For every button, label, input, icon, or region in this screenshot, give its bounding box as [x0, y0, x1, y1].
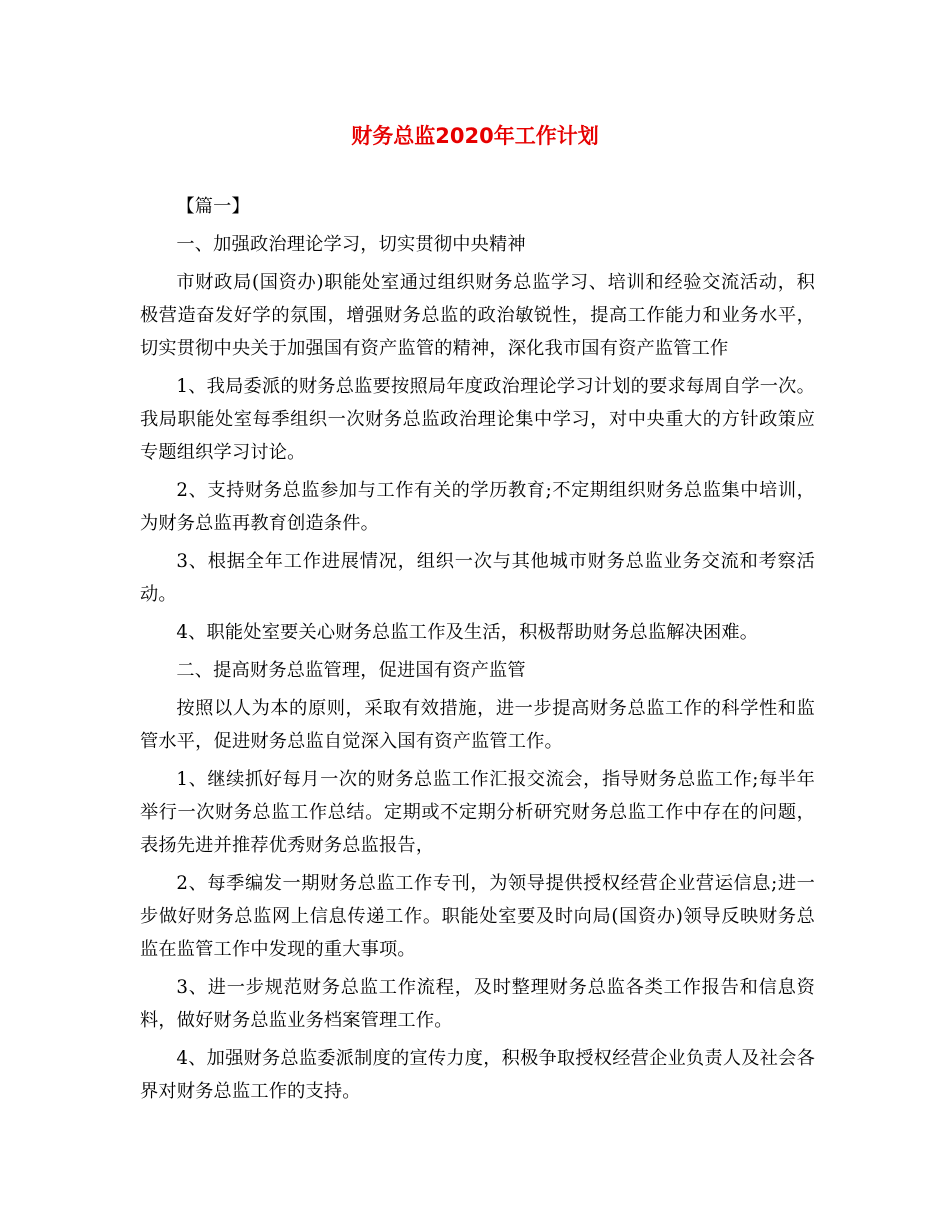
- list-item: 4、职能处室要关心财务总监工作及生活，积极帮助财务总监解决困难。: [176, 622, 759, 643]
- list-item: 1、继续抓好每月一次的财务总监工作汇报交流会，指导财务总监工作;每半年举行一次财务总监工作总结。定期或不定期分析研究财务总监工作中存在的问题，表扬先进并推荐优秀财务总监报告，: [140, 769, 815, 856]
- list-item: 3、进一步规范财务总监工作流程，及时整理财务总监各类工作报告和信息资料，做好财务总监业务档案管理工作。: [140, 977, 815, 1031]
- list-item: 2、支持财务总监参加与工作有关的学历教育;不定期组织财务总监集中培训，为财务总监再教育创造条件。: [140, 480, 815, 534]
- list-item: 2、每季编发一期财务总监工作专刊，为领导提供授权经营企业营运信息;进一步做好财务总监网上信息传递工作。职能处室要及时向局(国资办)领导反映财务总监在监管工作中发现的重大事项。: [140, 873, 815, 960]
- list-item: 3、根据全年工作进展情况，组织一次与其他城市财务总监业务交流和考察活动。: [140, 551, 815, 605]
- list-item: 1、我局委派的财务总监要按照局年度政治理论学习计划的要求每周自学一次。我局职能处室每季组织一次财务总监政治理论集中学习，对中央重大的方针政策应专题组织学习讨论。: [140, 376, 815, 463]
- section-heading-1: 一、加强政治理论学习，切实贯彻中央精神: [176, 234, 526, 255]
- paragraph: 按照以人为本的原则，采取有效措施，进一步提高财务总监工作的科学性和监管水平，促进财务总监自觉深入国有资产监管工作。: [140, 698, 815, 752]
- paragraph: 市财政局(国资办)职能处室通过组织财务总监学习、培训和经验交流活动，积极营造奋发好学的氛围，增强财务总监的政治敏锐性，提高工作能力和业务水平，切实贯彻中央关于加强国有资产监管的精神，深化我市国有资产监管工作: [140, 272, 815, 359]
- section-heading-2: 二、提高财务总监管理，促进国有资产监管: [176, 660, 526, 681]
- list-item: 4、加强财务总监委派制度的宣传力度，积极争取授权经营企业负责人及社会各界对财务总监工作的支持。: [140, 1048, 815, 1102]
- document-body: [140, 190, 815, 1113]
- document-title: 财务总监2020年工作计划: [351, 124, 599, 148]
- section-marker: 【篇一】: [176, 196, 250, 217]
